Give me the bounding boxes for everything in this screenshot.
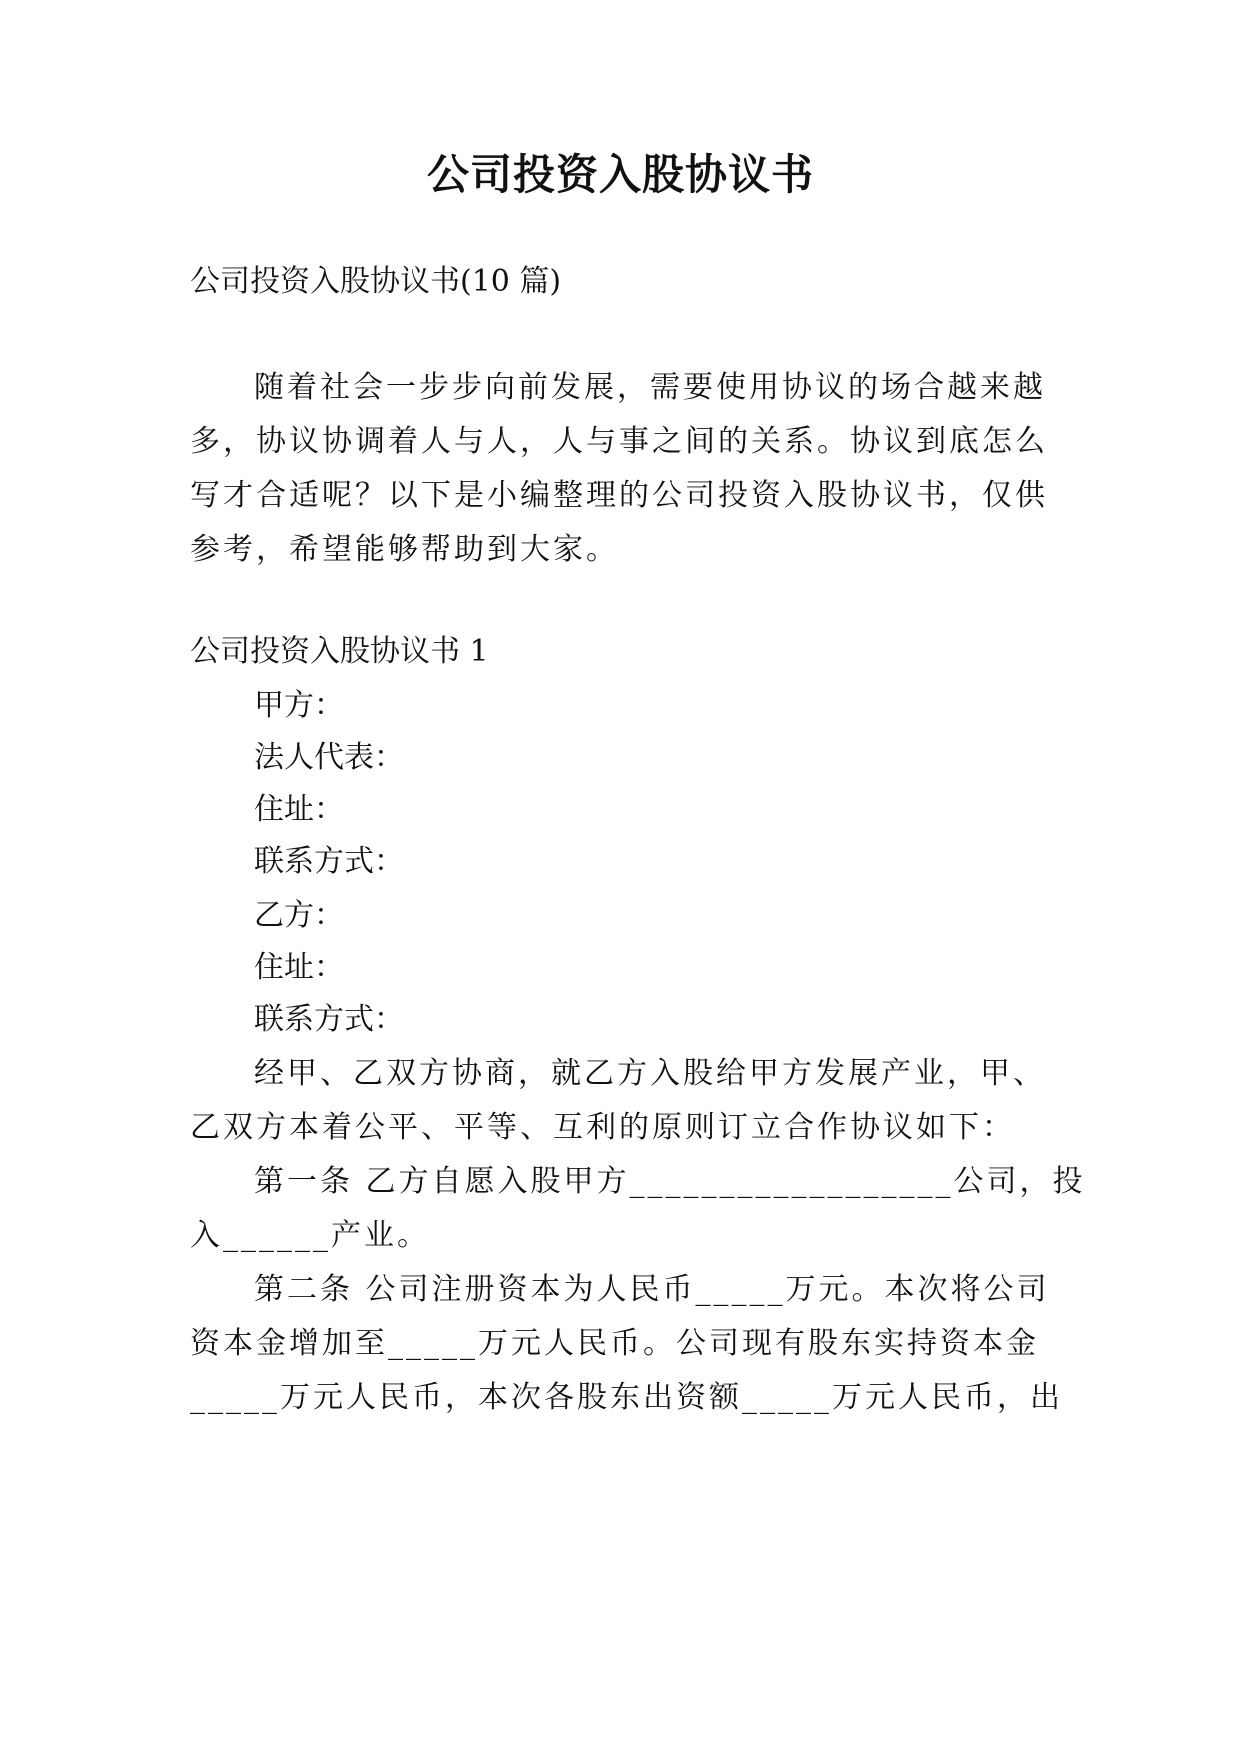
party-a-label: 甲方： xyxy=(254,688,344,723)
party-a-contact-label: 联系方式： xyxy=(254,844,404,879)
intro-line-2: 多，协议协调着人与人，人与事之间的关系。协议到底怎么 xyxy=(190,424,1048,459)
article-2-line-1: 第二条 公司注册资本为人民币_____万元。本次将公司 xyxy=(254,1272,1050,1307)
party-a-address-label: 住址： xyxy=(254,792,344,827)
party-b-contact-label: 联系方式： xyxy=(254,1002,404,1037)
intro-line-1: 随着社会一步步向前发展，需要使用协议的场合越来越 xyxy=(254,370,1046,405)
section-heading: 公司投资入股协议书 1 xyxy=(190,634,489,669)
intro-line-4: 参考，希望能够帮助到大家。 xyxy=(190,532,619,567)
party-b-label: 乙方： xyxy=(254,898,344,933)
article-1-line-1: 第一条 乙方自愿入股甲方__________________公司，投 xyxy=(254,1164,1086,1199)
agreement-intro-line-2: 乙双方本着公平、平等、互利的原则订立合作协议如下： xyxy=(190,1110,1015,1145)
document-title: 公司投资入股协议书 xyxy=(426,150,814,199)
party-b-address-label: 住址： xyxy=(254,950,344,985)
agreement-intro-line-1: 经甲、乙双方协商，就乙方入股给甲方发展产业，甲、 xyxy=(254,1056,1046,1091)
article-2-line-3: _____万元人民币，本次各股东出资额_____万元人民币，出 xyxy=(190,1380,1063,1415)
intro-line-3: 写才合适呢？以下是小编整理的公司投资入股协议书，仅供 xyxy=(190,478,1048,513)
article-2-line-2: 资本金增加至_____万元人民币。公司现有股东实持资本金 xyxy=(190,1326,1039,1361)
document-subtitle: 公司投资入股协议书(10 篇) xyxy=(190,264,562,299)
article-1-line-2: 入______产业。 xyxy=(190,1218,430,1253)
party-a-rep-label: 法人代表： xyxy=(254,740,404,775)
